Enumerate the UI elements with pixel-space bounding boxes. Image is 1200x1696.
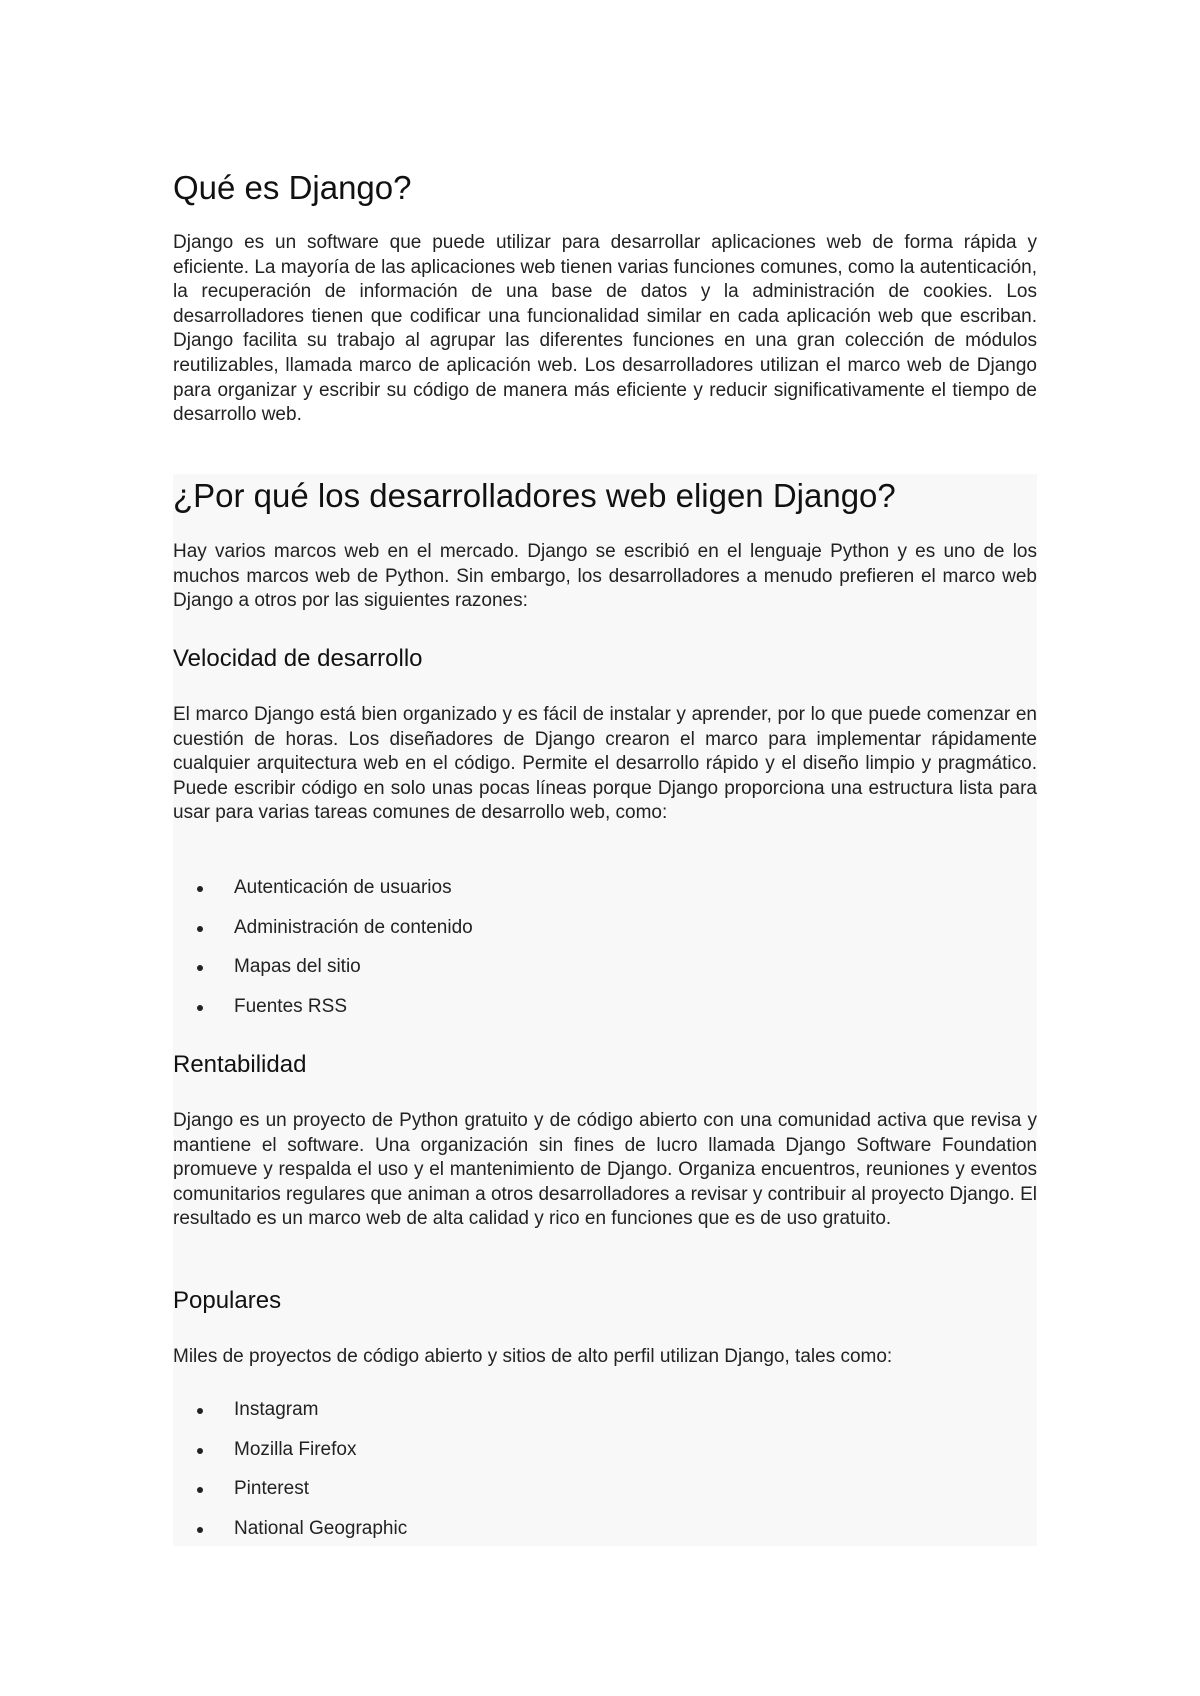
list-common-tasks <box>173 876 1037 1034</box>
list-item: Autenticación de usuarios <box>173 876 1037 916</box>
bullet-icon <box>197 965 203 971</box>
paragraph-popular: Miles de proyectos de código abierto y sitios de alto perfil utilizan Django, tales como: <box>173 1346 893 1367</box>
heading-what-is-django: Qué es Django? <box>173 169 412 206</box>
list-item: Instagram <box>173 1398 1037 1438</box>
list-item: Mapas del sitio <box>173 955 1037 995</box>
bullet-icon <box>197 1527 203 1533</box>
heading-popular: Populares <box>173 1287 282 1314</box>
bullet-icon <box>197 1448 203 1454</box>
list-item: Pinterest <box>173 1477 1037 1517</box>
paragraph-cost-effectiveness: Django es un proyecto de Python gratuito y de código abierto con una comunidad activa que revisa y mantiene el software. Una organización sin fines de lucro llamada Django Software Foundation promueve y respalda el uso y el mantenimiento de Django. Organiza encuentros, reuniones y eventos comunitarios regulares que animan a otros desarrolladores a revisar y contribuir al proyecto Django. El resultado es un marco web de alta calidad y rico en funciones que es de uso gratuito. <box>173 1110 1037 1230</box>
bullet-icon <box>197 886 203 892</box>
bullet-icon <box>197 1487 203 1493</box>
heading-why-django: ¿Por qué los desarrolladores web eligen Django? <box>173 477 896 514</box>
list-item: Mozilla Firefox <box>173 1438 1037 1478</box>
list-popular-sites <box>173 1398 1037 1556</box>
paragraph-why-django: Hay varios marcos web en el mercado. Django se escribió en el lenguaje Python y es uno de los muchos marcos web de Python. Sin embargo, los desarrolladores a menudo prefieren el marco web Django a otros por las siguientes razones: <box>173 541 1037 612</box>
list-item: Fuentes RSS <box>173 995 1037 1035</box>
paragraph-what-is-django: Django es un software que puede utilizar para desarrollar aplicaciones web de forma rápida y eficiente. La mayoría de las aplicaciones web tienen varias funciones comunes, como la autenticación, la recuperación de información de una base de datos y la administración de cookies. Los desarrolladores tienen que codificar una funcionalidad similar en cada aplicación web que escriban. Django facilita su trabajo al agrupar las diferentes funciones en una gran colección de módulos reutilizables, llamada marco de aplicación web. Los desarrolladores utilizan el marco web de Django para organizar y escribir su código de manera más eficiente y reducir significativamente el tiempo de desarrollo web. <box>173 232 1037 426</box>
bullet-icon <box>197 1005 203 1011</box>
paragraph-development-speed: El marco Django está bien organizado y es fácil de instalar y aprender, por lo que puede comenzar en cuestión de horas. Los diseñadores de Django crearon el marco para implementar rápidamente cualquier arquitectura web en el código. Permite el desarrollo rápido y el diseño limpio y pragmático. Puede escribir código en solo unas pocas líneas porque Django proporciona una estructura lista para usar para varias tareas comunes de desarrollo web, como: <box>173 704 1037 824</box>
list-item: National Geographic <box>173 1517 1037 1557</box>
bullet-icon <box>197 1408 203 1414</box>
bullet-icon <box>197 926 203 932</box>
list-item: Administración de contenido <box>173 916 1037 956</box>
heading-cost-effectiveness: Rentabilidad <box>173 1051 307 1078</box>
heading-development-speed: Velocidad de desarrollo <box>173 645 423 672</box>
